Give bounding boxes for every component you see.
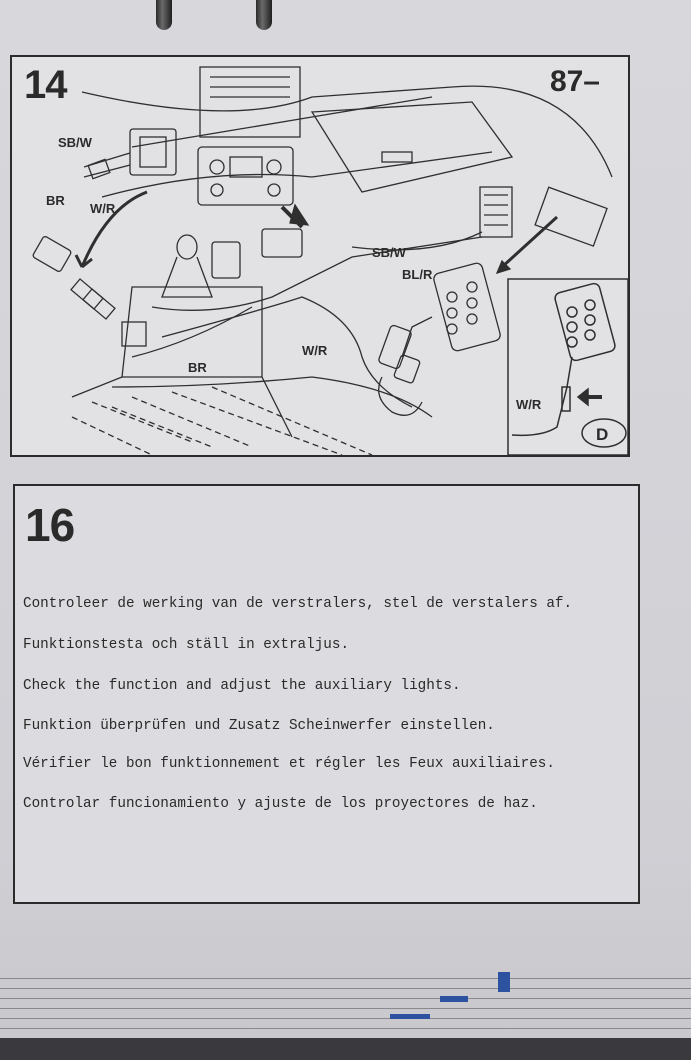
instruction-spanish: Controlar funcionamiento y ajuste de los proyectores de haz. (23, 796, 538, 812)
label-sb-w-left: SB/W (58, 135, 92, 150)
step-16-instruction-panel (13, 484, 640, 904)
step-14-illustration-panel (10, 55, 630, 457)
wiring-diagram (12, 57, 628, 455)
model-range-label: 87– (549, 65, 600, 98)
binder-ring-right (256, 0, 272, 30)
label-br-left: BR (46, 193, 65, 208)
index-tab-marker (440, 996, 468, 1002)
label-w-r-inset: W/R (516, 397, 542, 412)
page-stack-edge (0, 970, 691, 1060)
index-tab-marker (390, 1014, 430, 1019)
instruction-swedish: Funktionstesta och ställ in extraljus. (23, 637, 350, 653)
instruction-french: Vérifier le bon funktionnement et régler les Feux auxiliaires. (23, 756, 555, 772)
label-sb-w-right: SB/W (372, 245, 406, 260)
binder-ring-left (156, 0, 172, 30)
step-number-16: 16 (25, 499, 75, 551)
instruction-dutch: Controleer de werking van de verstralers, stel de verstalers af. (23, 596, 573, 612)
step-number-14: 14 (24, 63, 67, 107)
index-tab-marker (498, 972, 510, 992)
instruction-german: Funktion überprüfen und Zusatz Scheinwerfer einstellen. (23, 718, 495, 734)
label-bl-r: BL/R (402, 267, 433, 282)
instruction-english: Check the function and adjust the auxiliary lights. (23, 678, 461, 694)
label-detail-d: D (596, 425, 609, 444)
label-w-r-center: W/R (302, 343, 328, 358)
label-br-bottom: BR (188, 360, 207, 375)
label-w-r-left: W/R (90, 201, 116, 216)
